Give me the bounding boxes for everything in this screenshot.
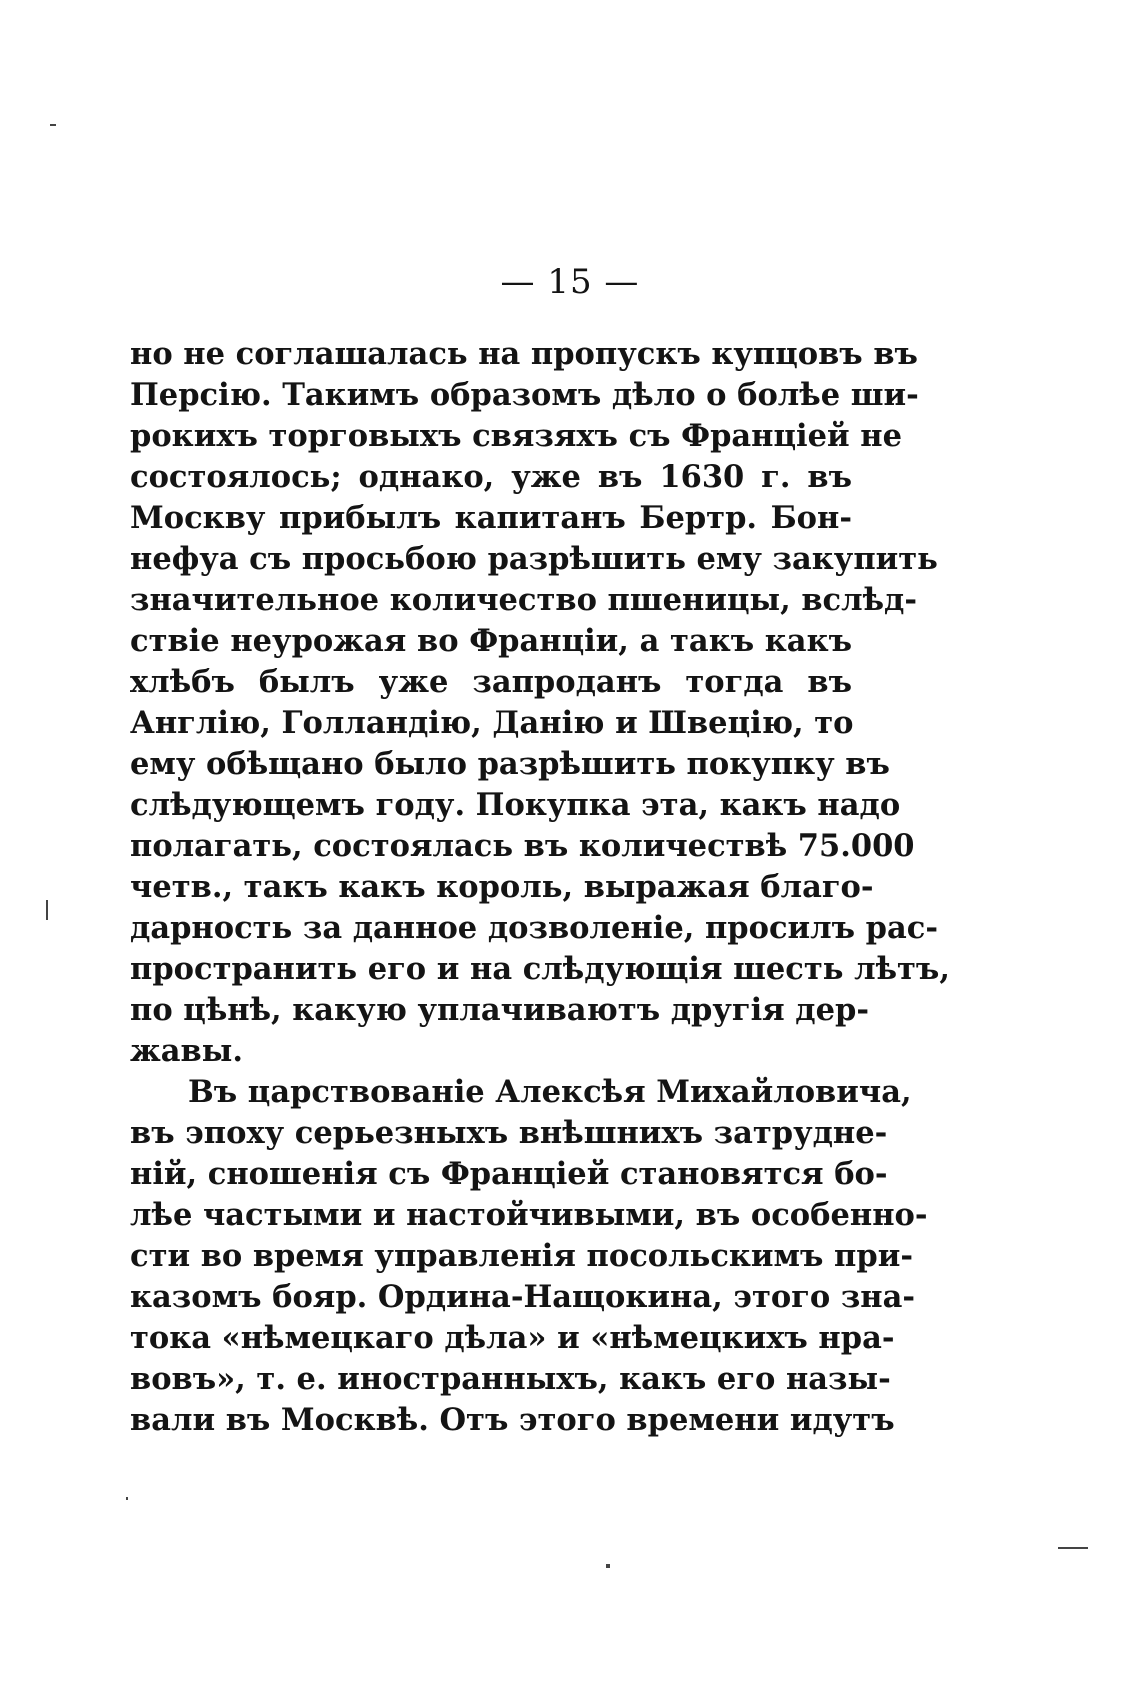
text-line: нефуа съ просьбою разрѣшить ему закупить bbox=[130, 541, 938, 577]
text-line: слѣдующемъ году. Покупка эта, какъ надо bbox=[130, 787, 901, 823]
text-line: вали въ Москвѣ. Отъ этого времени идутъ bbox=[130, 1402, 895, 1438]
text-line: сти во время управленія посольскимъ при- bbox=[130, 1238, 913, 1274]
text-line: состоялось; однако, уже въ 1630 г. въ bbox=[130, 459, 852, 495]
text-line: ній, сношенія съ Франціей становятся бо- bbox=[130, 1156, 888, 1192]
text-line: полагать, состоялась въ количествѣ 75.000 bbox=[130, 828, 915, 864]
paragraph-first-line: Въ царствованіе Алексѣя Михайловича, bbox=[188, 1074, 912, 1110]
scan-speck bbox=[50, 124, 56, 126]
text-line: жавы. bbox=[130, 1033, 243, 1069]
text-line: казомъ бояр. Ордина-Нащокина, этого зна- bbox=[130, 1279, 916, 1315]
text-line: Москву прибылъ капитанъ Бертр. Бон- bbox=[130, 500, 852, 536]
text-line: четв., такъ какъ король, выражая благо- bbox=[130, 869, 874, 905]
text-line: по цѣнѣ, какую уплачиваютъ другія дер- bbox=[130, 992, 870, 1028]
scan-speck bbox=[126, 1497, 128, 1500]
text-line: ему обѣщано было разрѣшить покупку въ bbox=[130, 746, 890, 782]
text-line: лѣе частыми и настойчивыми, въ особенно- bbox=[130, 1197, 928, 1233]
text-line: дарность за данное дозволеніе, просилъ рас- bbox=[130, 910, 938, 946]
text-line: въ эпоху серьезныхъ внѣшнихъ затрудне- bbox=[130, 1115, 888, 1151]
text-line: тока «нѣмецкаго дѣла» и «нѣмецкихъ нра- bbox=[130, 1320, 895, 1356]
text-line: но не соглашалась на пропускъ купцовъ въ bbox=[130, 336, 918, 372]
text-line: значительное количество пшеницы, вслѣд- bbox=[130, 582, 918, 618]
page-number: — 15 — bbox=[500, 262, 640, 302]
text-line: пространить его и на слѣдующія шесть лѣтъ, bbox=[130, 951, 950, 987]
scan-speck bbox=[1058, 1547, 1088, 1549]
text-line: хлѣбъ былъ уже запроданъ тогда въ bbox=[130, 664, 852, 700]
text-line: рокихъ торговыхъ связяхъ съ Франціей не bbox=[130, 418, 903, 454]
text-line: Англію, Голландію, Данію и Швецію, то bbox=[130, 705, 854, 741]
scan-speck bbox=[606, 1564, 610, 1568]
text-line: ствіе неурожая во Франціи, а такъ какъ bbox=[130, 623, 852, 659]
scan-speck bbox=[46, 900, 48, 920]
text-line: Персію. Такимъ образомъ дѣло о болѣе ши- bbox=[130, 377, 919, 413]
text-line: вовъ», т. е. иностранныхъ, какъ его назы- bbox=[130, 1361, 891, 1397]
body-text bbox=[130, 334, 950, 1441]
